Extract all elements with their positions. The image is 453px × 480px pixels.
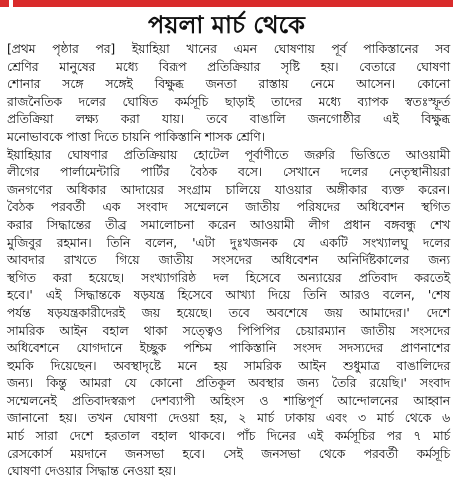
article-line: আবদার রাখতে গিয়ে জাতীয় সংসদের অধিবেশন অনির্দিষ্টকালের জন্য	[7, 252, 450, 268]
article-line: [প্রথম পৃষ্ঠার পর] ইয়াহিয়া খানের এমন ঘোষণায় পূর্ব পাকিস্তানের সব	[7, 41, 450, 56]
article-line: সামরিক আইন বহাল থাকা সত্ত্বেও পিপিপির চেয়ারম্যান জাতীয় সংসদের	[7, 322, 450, 338]
article-line: সম্মেলনেই প্রতিবাদস্বরূপ দেশব্যাপী অহিংস ও শান্তিপূর্ণ আন্দোলনের আহ্বান	[7, 392, 450, 408]
article-line: ইয়াহিয়ার ঘোষণার প্রতিক্রিয়ায় হোটেল পূর্বাণীতে জরুরি ভিত্তিতে আওয়ামী	[7, 146, 450, 162]
article-body	[7, 40, 450, 479]
top-red-rule-left-segment	[0, 0, 9, 7]
article-line: রেসকোর্স ময়দানে জনসভা হবে। সেই জনসভা থেকে পরবর্তী কর্মসূচি	[7, 445, 450, 461]
article-line: রাজনৈতিক দলের ঘোষিত কর্মসূচি ছাড়াই তাদের মধ্যে ব্যাপক স্বতঃস্ফূর্ত	[7, 93, 450, 109]
article-line: পর্যন্ত ষড়যন্ত্রকারীদেরই জয় হয়েছে। তবে অবশেষে জয় আমাদের।' দেশে	[7, 304, 450, 320]
article-line: হবে।' এই সিদ্ধান্তকে ষড়যন্ত্র হিসেবে আখ্যা দিয়ে তিনি আরও বলেন, 'শেষ	[7, 287, 450, 303]
top-red-rule-right-segment	[13, 0, 453, 7]
article-line: শোনার সঙ্গে সঙ্গেই বিক্ষুব্ধ জনতা রাস্তায় নেমে আসেন। কোনো	[7, 76, 450, 92]
headline: পয়লা মার্চ থেকে	[148, 10, 305, 39]
article-line: প্রতিক্রিয়া লক্ষ্য করা যায়। তবে বাঙালি জনগোষ্ঠীর এই বিক্ষুব্ধ	[7, 111, 450, 127]
article-line: মনোভাবকে পাত্তা দিতে চায়নি পাকিস্তানি শাসক শ্রেণি।	[7, 128, 265, 144]
article-line: হুমকি দিয়েছেন। অবস্থাদৃষ্টে মনে হয় সামরিক আইন শুধুমাত্র বাঙালিদের	[7, 357, 450, 373]
article-line: বৈঠক পরবর্তী এক সংবাদ সম্মেলনে জাতীয় পরিষদের অধিবেশন স্থগিত	[7, 199, 450, 215]
article-line: লীগের পার্লামেন্টারি পার্টির বৈঠক বসে। সেখানে দলের নেতৃস্থানীয়রা	[7, 164, 450, 180]
article-line: শ্রেণির মানুষের মধ্যে বিরূপ প্রতিক্রিয়ার সৃষ্টি হয়। বেতারে ঘোষণা	[7, 58, 450, 74]
article-line: অধিবেশনে যোগদানে ইচ্ছুক পশ্চিম পাকিস্তানি সংসদ সদস্যদের প্রাণনাশের	[7, 340, 450, 356]
article-line: জন্য। কিন্তু আমরা যে কোনো প্রতিকূল অবস্থার জন্য তৈরি রয়েছি।' সংবাদ	[7, 375, 450, 391]
article-line: জনগণের অধিকার আদায়ের সংগ্রাম চালিয়ে যাওয়ার অঙ্গীকার ব্যক্ত করেন।	[7, 181, 450, 197]
top-red-rule	[0, 0, 453, 7]
article-line: মুজিবুর রহমান। তিনি বলেন, 'এটা দুঃখজনক যে একটি সংখ্যালঘু দলের	[7, 234, 450, 250]
article-line: করার সিদ্ধান্তের তীব্র সমালোচনা করেন আওয়ামী লীগ প্রধান বঙ্গবন্ধু শেখ	[7, 216, 450, 232]
article-line: স্থগিত করা হয়েছে। সংখ্যাগরিষ্ঠ দল হিসেবে অন্যায়ের প্রতিবাদ করতেই	[7, 269, 450, 285]
article-line: জানানো হয়। তখন ঘোষণা দেওয়া হয়, ২ মার্চ ঢাকায় এবং ৩ মার্চ থেকে ৬	[7, 410, 450, 426]
article-line: ঘোষণা দেওয়ার সিদ্ধান্ত নেওয়া হয়।	[7, 463, 176, 479]
article-line: মার্চ সারা দেশে হরতাল বহাল থাকবে। পাঁচ দিনের এই কর্মসূচির পর ৭ মার্চ	[7, 428, 450, 444]
